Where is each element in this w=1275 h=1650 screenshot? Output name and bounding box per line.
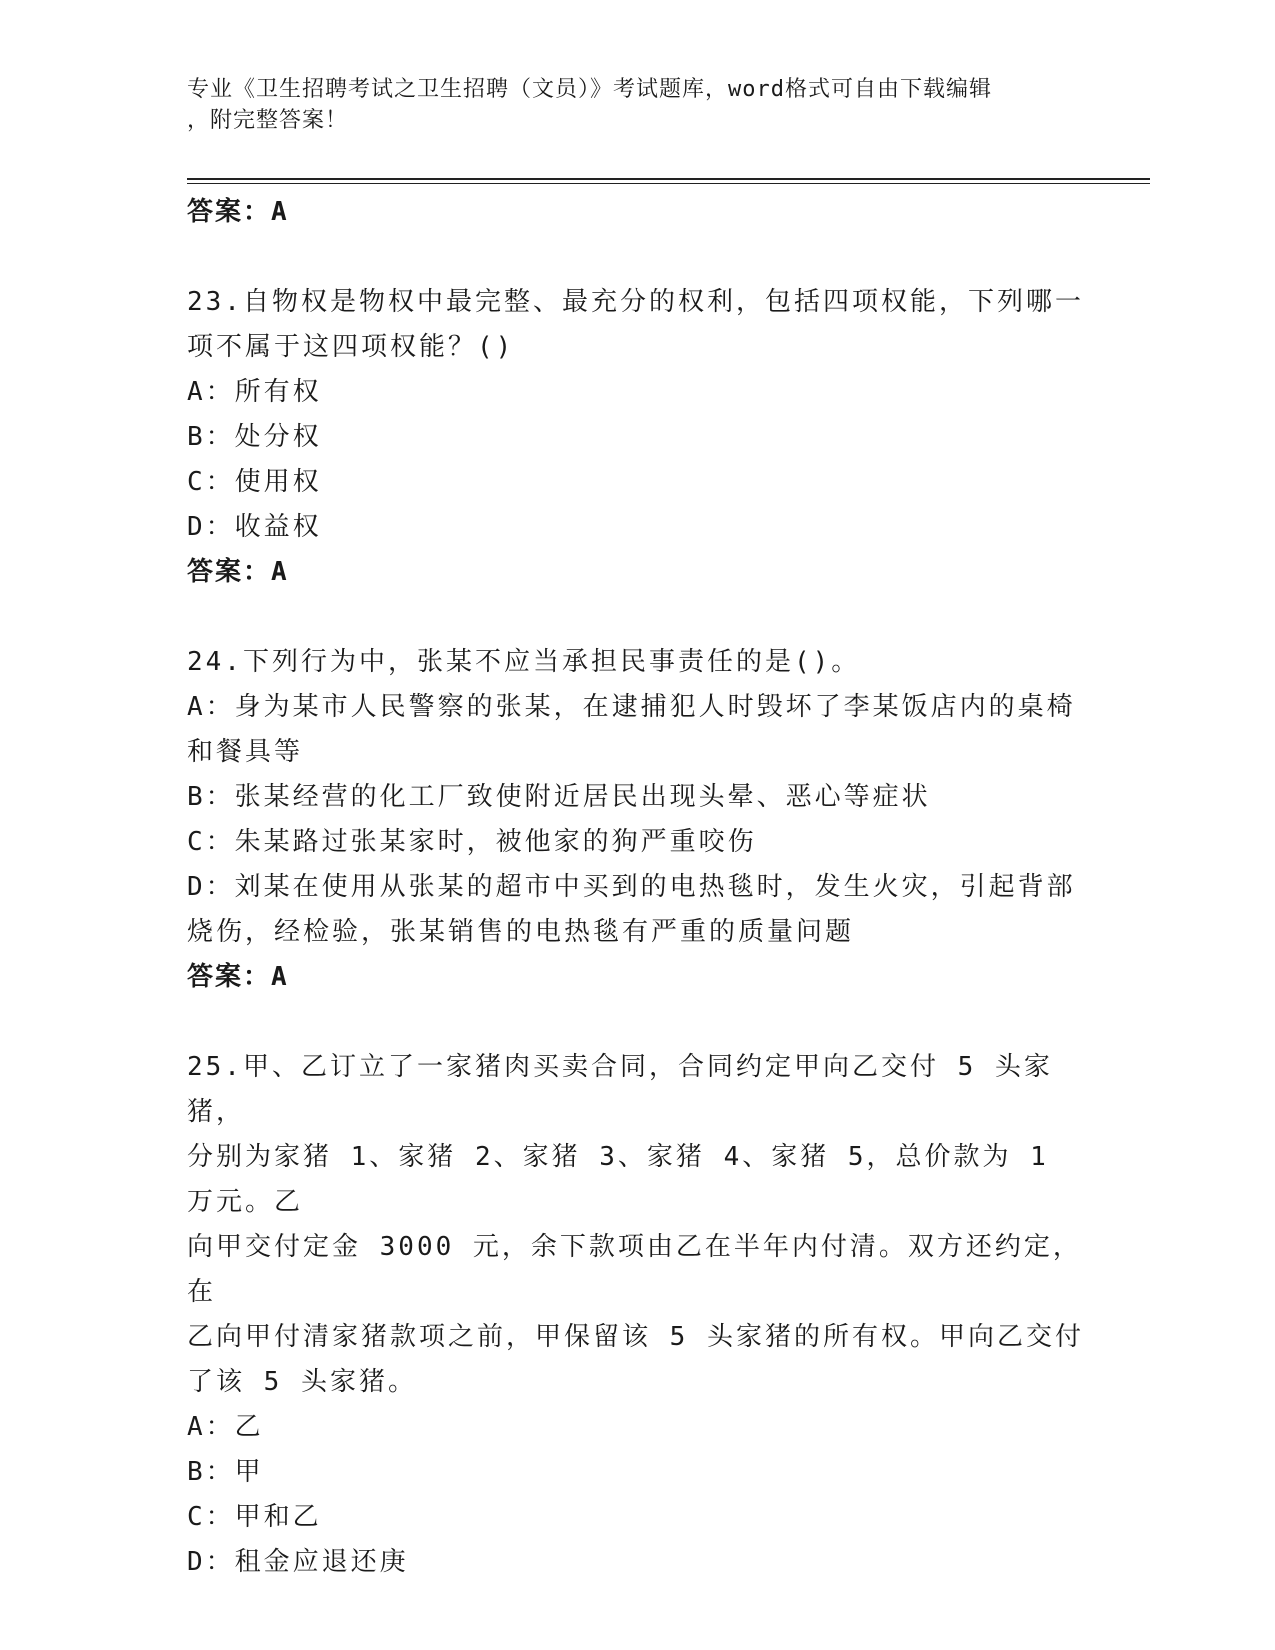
question-stem-line: 向甲交付定金 3000 元，余下款项由乙在半年内付清。双方还约定，在 — [187, 1232, 1082, 1307]
option-b: B：甲 — [187, 1457, 264, 1487]
question-stem-line: 项不属于这四项权能？() — [187, 332, 515, 362]
question-stem-line: 了该 5 头家猪。 — [187, 1367, 417, 1397]
option-a: A：所有权 — [187, 377, 322, 407]
question-24 — [187, 640, 1087, 1000]
question-stem-line: 25.甲、乙订立了一家猪肉买卖合同，合同约定甲向乙交付 5 头家猪， — [187, 1052, 1053, 1127]
question-stem-line: 23.自物权是物权中最完整、最充分的权利，包括四项权能，下列哪一 — [187, 287, 1084, 317]
answer-label: 答案：A — [187, 197, 289, 227]
question-25 — [187, 1045, 1087, 1585]
option-d: D：租金应退还庚 — [187, 1547, 409, 1577]
question-stem-line: 乙向甲付清家猪款项之前，甲保留该 5 头家猪的所有权。甲向乙交付 — [187, 1322, 1084, 1352]
option-d: D：收益权 — [187, 512, 322, 542]
question-stem-line: 24.下列行为中，张某不应当承担民事责任的是()。 — [187, 647, 861, 677]
option-b: B：处分权 — [187, 422, 322, 452]
header-rule-thick — [187, 178, 1150, 180]
option-a: A：身为某市人民警察的张某，在逮捕犯人时毁坏了李某饭店内的桌椅 — [187, 692, 1076, 722]
header-rule-thin — [187, 183, 1150, 184]
option-c: C：使用权 — [187, 467, 322, 497]
option-d: D：刘某在使用从张某的超市中买到的电热毯时，发生火灾，引起背部 — [187, 872, 1076, 902]
header-line-1: 专业《卫生招聘考试之卫生招聘（文员）》考试题库，word格式可自由下载编辑 — [187, 77, 992, 102]
option-a-continued: 和餐具等 — [187, 737, 304, 767]
option-a: A：乙 — [187, 1412, 264, 1442]
answer-label: 答案：A — [187, 962, 289, 992]
question-23 — [187, 280, 1087, 595]
option-c: C：朱某路过张某家时，被他家的狗严重咬伤 — [187, 827, 757, 857]
answer-label: 答案：A — [187, 557, 289, 587]
content — [187, 190, 1087, 1585]
option-d-continued: 烧伤，经检验，张某销售的电热毯有严重的质量问题 — [187, 917, 855, 947]
option-b: B：张某经营的化工厂致使附近居民出现头晕、恶心等症状 — [187, 782, 931, 812]
option-c: C：甲和乙 — [187, 1502, 322, 1532]
header-line-2: ，附完整答案！ — [187, 108, 349, 133]
question-stem-line: 分别为家猪 1、家猪 2、家猪 3、家猪 4、家猪 5，总价款为 1 万元。乙 — [187, 1142, 1049, 1217]
page-header — [187, 74, 1087, 136]
